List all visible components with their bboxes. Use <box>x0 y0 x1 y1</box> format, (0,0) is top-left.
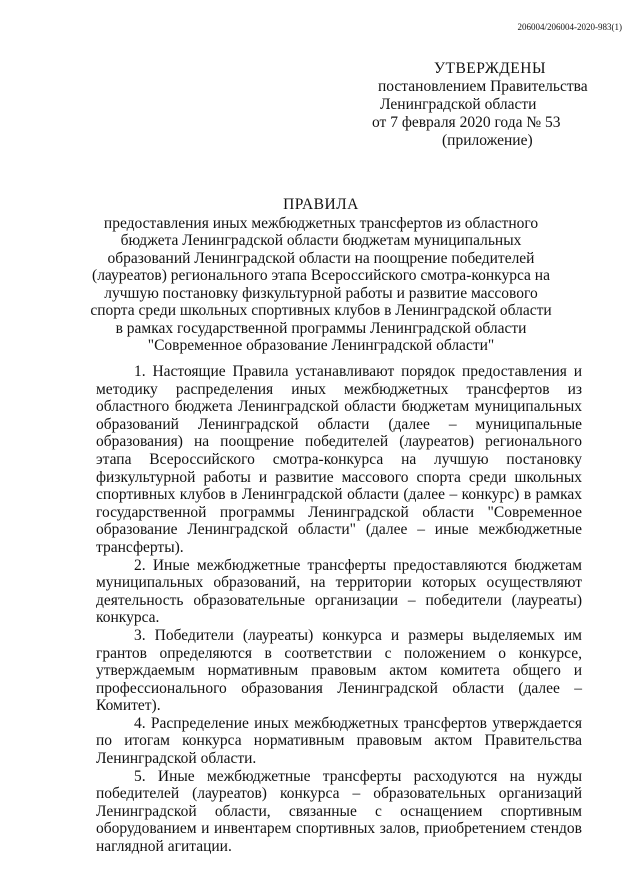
paragraph-5: 5. Иные межбюджетные трансферты расходуются на нужды победителей (лауреатов) конкурса – образовательных организаций Ленинградской области, связанные с оснащением спортивным оборудованием и инвентарем спортивных залов, приобретением стендов наглядной агитации. <box>96 767 582 856</box>
document-title <box>86 196 556 355</box>
approval-line-4: от 7 февраля 2020 года № 53 <box>372 114 561 131</box>
title-main: ПРАВИЛА <box>283 196 359 213</box>
paragraph-1: 1. Настоящие Правила устанавливают порядок предоставления и методику распределения иных межбюджетных трансфертов из областного бюджета Ленинградской области бюджетам муниципальных образований Ленинградской области (далее – муниципальные образования) на поощрение победителей (лауреатов) регионального этапа Всероссийского смотра-конкурса на лучшую постановку физкультурной работы и развитие массового спорта среди школьных спортивных клубов в Ленинградской области (далее – конкурс) в рамках государственной программы Ленинградской области "Современное образование Ленинградской области" (далее – иные межбюджетные трансферты). <box>96 363 582 556</box>
approval-header: УТВЕРЖДЕНЫ <box>434 60 546 77</box>
approval-line-5: (приложение) <box>442 132 533 149</box>
paragraph-4: 4. Распределение иных межбюджетных трансфертов утверждается по итогам конкурса нормативным правовым актом Правительства Ленинградской области. <box>96 714 582 768</box>
document-body <box>96 363 582 856</box>
title-subtitle: предоставления иных межбюджетных трансфертов из областного бюджета Ленинградской области бюджетам муниципальных образований Ленинградской области на поощрение победителей (лауреатов) регионального этапа Всероссийского смотра-конкурса на лучшую постановку физкультурной работы и развитие массового спорта среди школьных спортивных клубов в Ленинградской области в рамках государственной программы Ленинградской области "Современное образование Ленинградской области" <box>90 214 552 354</box>
approval-stamp <box>372 60 604 150</box>
document-id: 206004/206004-2020-983(1) <box>517 22 622 32</box>
approval-line-3: Ленинградской области <box>380 96 537 113</box>
approval-line-2: постановлением Правительства <box>378 78 588 95</box>
paragraph-2: 2. Иные межбюджетные трансферты предоставляются бюджетам муниципальных образований, на территории которых осуществляют деятельность образовательные организации – победители (лауреаты) конкурса. <box>96 556 582 627</box>
paragraph-3: 3. Победители (лауреаты) конкурса и размеры выделяемых им грантов определяются в соответствии с положением о конкурсе, утверждаемым нормативным правовым актом комитета общего и профессионального образования Ленинградской области (далее – Комитет). <box>96 626 582 715</box>
